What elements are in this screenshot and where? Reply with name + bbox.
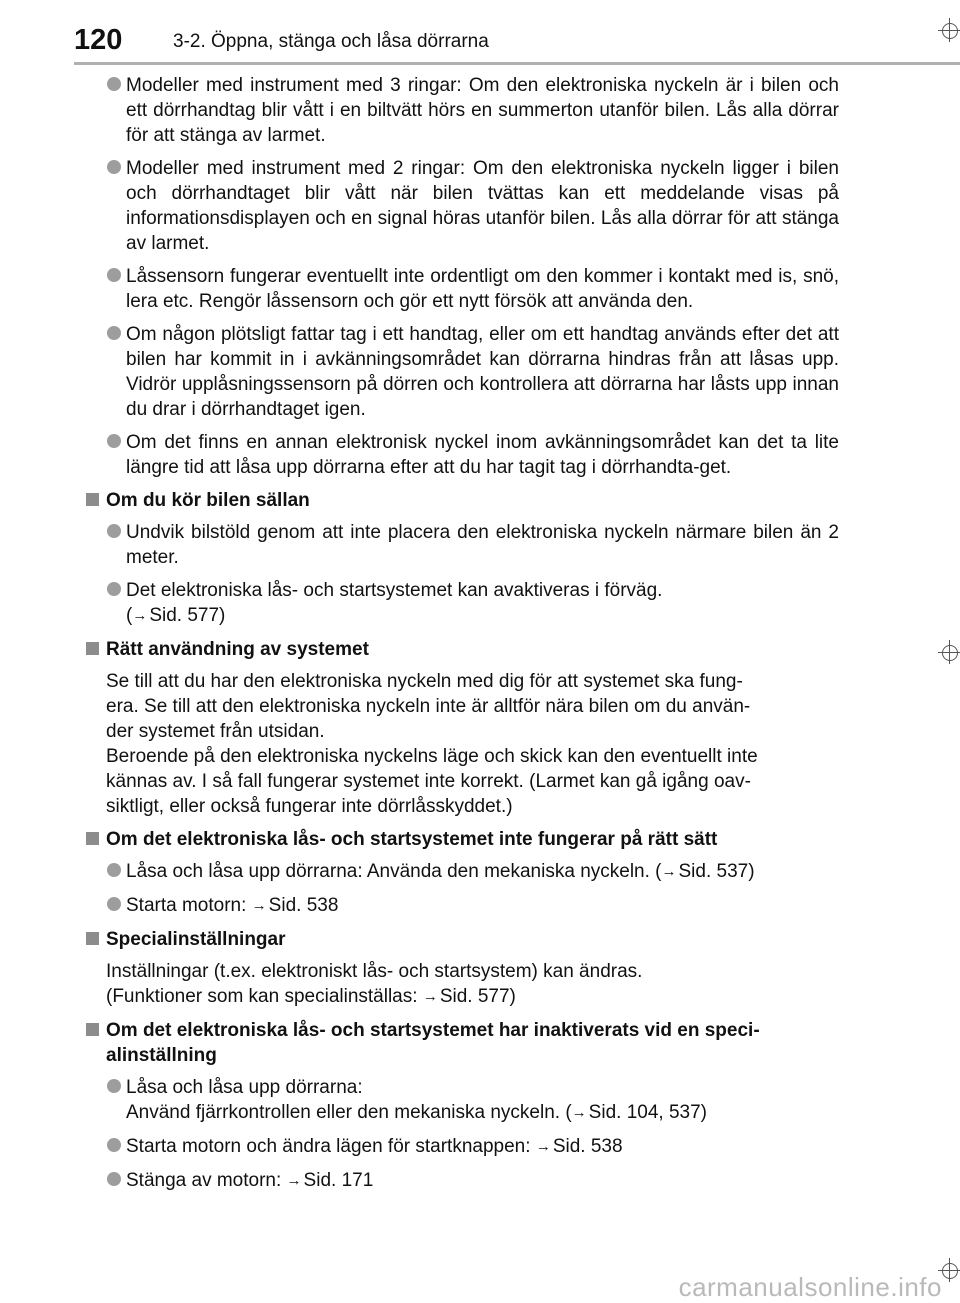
bullet-icon (107, 160, 121, 174)
list-item (106, 73, 839, 148)
bullet-text: Det elektroniska lås- och startsystemet kan avaktiveras i förväg. (126, 580, 663, 601)
square-bullet-icon (86, 493, 99, 506)
section-proper-use (86, 637, 839, 819)
list-item: Låsa och låsa upp dörrarna: Använda den mekaniska nyckeln. (→ Sid. 537) (106, 859, 839, 885)
section-heading: Rätt användning av systemet (86, 637, 839, 662)
section-rarely-driven (86, 488, 839, 629)
page-reference[interactable]: → Sid. 538 (535, 1136, 623, 1157)
list-item (106, 322, 839, 422)
list-item (106, 264, 839, 314)
bullet-icon (107, 1079, 121, 1093)
list-item: Låsa och låsa upp dörrarna: Använd fjärrkontrollen eller den mekaniska nyckeln. (→ Sid. 104, 537) (106, 1075, 839, 1126)
page-reference[interactable]: → Sid. 537) (661, 861, 755, 882)
bullet-icon (107, 863, 121, 877)
bullet-text: Låssensorn fungerar eventuellt inte ordentligt om den kommer i kontakt med is, snö, lera etc. Rengör låssensorn och gör ett nytt försök att använda den. (126, 266, 839, 312)
page-reference[interactable]: → Sid. 577) (422, 986, 516, 1007)
section-paragraph: Inställningar (t.ex. elektroniskt lås- och startsystem) kan ändras. (Funktioner som kan specialinställas: → Sid. 577) (106, 961, 643, 1007)
list-item (106, 578, 839, 629)
section-heading: Om det elektroniska lås- och startsystemet inte fungerar på rätt sätt (86, 827, 839, 852)
page-number: 120 (74, 24, 123, 56)
section-heading: Om du kör bilen sällan (86, 488, 839, 513)
square-bullet-icon (86, 932, 99, 945)
page-reference[interactable]: → Sid. 104, 537) (571, 1102, 707, 1123)
page-reference[interactable]: → Sid. 171 (286, 1170, 374, 1191)
bullet-text: Modeller med instrument med 3 ringar: Om den elektroniska nyckeln är i bilen och ett dörrhandtag blir vått i en biltvätt hörs en summerton utanför bilen. Lås alla dörrar för att stänga av larmet. (126, 75, 839, 146)
page-reference[interactable]: (→ Sid. 577) (126, 605, 226, 626)
list-item (106, 520, 839, 570)
header-divider (74, 62, 960, 65)
bullet-icon (107, 1172, 121, 1186)
bullet-icon (107, 434, 121, 448)
arrow-right-icon: → (422, 988, 438, 1005)
arrow-right-icon: → (251, 897, 267, 914)
bullet-icon (107, 268, 121, 282)
bullet-text: Om det finns en annan elektronisk nyckel inom avkänningsområdet kan det ta lite längre tid att låsa upp dörrarna efter att du har tagit tag i dörrhandta-get. (126, 432, 839, 478)
bullet-icon (107, 524, 121, 538)
bullet-icon (107, 897, 121, 911)
square-bullet-icon (86, 1023, 99, 1036)
arrow-right-icon: → (132, 607, 148, 624)
bullet-text: Om någon plötsligt fattar tag i ett handtag, eller om ett handtag används efter det att bilen har kommit in i avkänningsområdet kan dörrarna hindras från att låsas upp. Vidrör upplåsningssensorn på dörren och kontrollera att dörrarna har låsts upp innan du drar i dörrhandtaget igen. (126, 324, 839, 420)
section-customization (86, 927, 839, 1010)
arrow-right-icon: → (661, 863, 677, 880)
arrow-right-icon: → (571, 1104, 587, 1121)
list-item: Starta motorn och ändra lägen för startknappen: → Sid. 538 (106, 1134, 839, 1160)
list-item: Stänga av motorn: → Sid. 171 (106, 1168, 839, 1194)
square-bullet-icon (86, 642, 99, 655)
arrow-right-icon: → (535, 1138, 551, 1155)
square-bullet-icon (86, 832, 99, 845)
section-paragraph: Se till att du har den elektroniska nyckeln med dig för att systemet ska fung- era. Se till att den elektroniska nyckeln inte är alltför nära bilen om du använ- der systemet från utsidan. Beroende på den elektroniska nyckelns läge och skick kan den eventuellt inte kännas av. I så fall fungerar systemet inte korrekt. (Larmet kan gå igång oav- siktligt, eller också fungerar inte dörrlåsskyddet.) (106, 671, 758, 817)
page-header (74, 22, 960, 62)
list-item (106, 156, 839, 256)
bullet-icon (107, 77, 121, 91)
bullet-text: Modeller med instrument med 2 ringar: Om den elektroniska nyckeln ligger i bilen och dörrhandtaget blir vått när bilen tvättas kan ett meddelande visas på informationsdisplayen och en signal höras utanför bilen. Lås alla dörrar för att stänga av larmet. (126, 158, 839, 254)
section-heading: Om det elektroniska lås- och startsystemet har inaktiverats vid en speci- alinställning (86, 1018, 839, 1068)
chapter-title: 3-2. Öppna, stänga och låsa dörrarna (173, 31, 489, 52)
page-reference[interactable]: → Sid. 538 (251, 895, 339, 916)
arrow-right-icon: → (286, 1172, 302, 1189)
section-malfunction (86, 827, 839, 919)
section-heading: Specialinställningar (86, 927, 839, 952)
bullet-icon (107, 326, 121, 340)
page-content (106, 73, 839, 1202)
bullet-icon (107, 1138, 121, 1152)
bullet-text: Undvik bilstöld genom att inte placera den elektroniska nyckeln närmare bilen än 2 meter. (126, 522, 839, 568)
list-item (106, 430, 839, 480)
watermark: carmanualsonline.info (678, 1272, 942, 1302)
list-item: Starta motorn: → Sid. 538 (106, 893, 839, 919)
bullet-icon (107, 582, 121, 596)
section-deactivated (86, 1018, 839, 1194)
